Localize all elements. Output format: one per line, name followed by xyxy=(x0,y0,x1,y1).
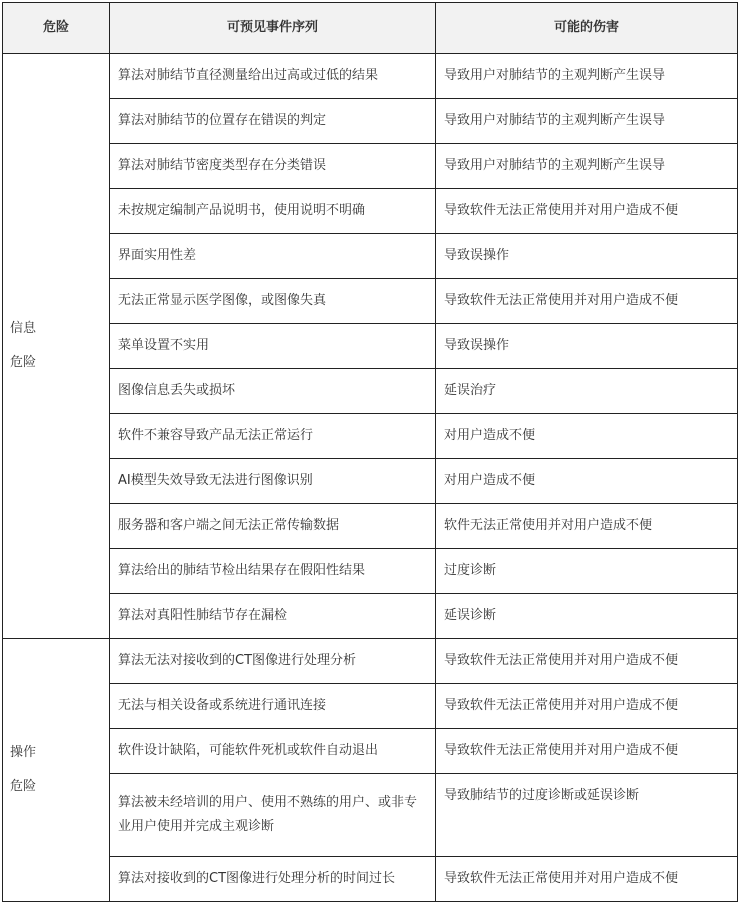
harm-cell: 导致用户对肺结节的主观判断产生误导 xyxy=(436,144,738,189)
table-row xyxy=(3,504,738,549)
harm-cell: 导致软件无法正常使用并对用户造成不便 xyxy=(436,684,738,729)
event-sequence-cell: 图像信息丢失或损坏 xyxy=(110,369,436,414)
table-row xyxy=(3,99,738,144)
harm-cell: 导致软件无法正常使用并对用户造成不便 xyxy=(436,857,738,902)
event-sequence-cell: 服务器和客户端之间无法正常传输数据 xyxy=(110,504,436,549)
table-row xyxy=(3,639,738,684)
harm-cell: 导致软件无法正常使用并对用户造成不便 xyxy=(436,279,738,324)
harm-cell: 导致误操作 xyxy=(436,324,738,369)
harm-cell: 延误诊断 xyxy=(436,594,738,639)
event-sequence-cell: 界面实用性差 xyxy=(110,234,436,279)
hazard-category-information xyxy=(3,54,110,639)
category-label: 危险 xyxy=(10,355,37,370)
table-row xyxy=(3,279,738,324)
harm-cell: 导致肺结节的过度诊断或延误诊断 xyxy=(436,774,738,857)
harm-cell: 对用户造成不便 xyxy=(436,414,738,459)
event-sequence-cell: 算法无法对接收到的CT图像进行处理分析 xyxy=(110,639,436,684)
event-sequence-cell: 无法正常显示医学图像，或图像失真 xyxy=(110,279,436,324)
event-sequence-cell: 无法与相关设备或系统进行通讯连接 xyxy=(110,684,436,729)
harm-cell: 导致软件无法正常使用并对用户造成不便 xyxy=(436,639,738,684)
event-sequence-cell: AI模型失效导致无法进行图像识别 xyxy=(110,459,436,504)
event-sequence-cell: 软件不兼容导致产品无法正常运行 xyxy=(110,414,436,459)
event-sequence-cell: 算法对肺结节直径测量给出过高或过低的结果 xyxy=(110,54,436,99)
harm-cell: 导致误操作 xyxy=(436,234,738,279)
table-header-row xyxy=(3,3,738,54)
harm-cell: 导致用户对肺结节的主观判断产生误导 xyxy=(436,99,738,144)
header-possible-harm: 可能的伤害 xyxy=(436,3,738,54)
event-sequence-cell: 算法对真阳性肺结节存在漏检 xyxy=(110,594,436,639)
harm-cell: 对用户造成不便 xyxy=(436,459,738,504)
category-label: 操作 xyxy=(10,745,37,760)
event-sequence-cell: 算法给出的肺结节检出结果存在假阳性结果 xyxy=(110,549,436,594)
table-row xyxy=(3,729,738,774)
table-row xyxy=(3,857,738,902)
hazard-table xyxy=(2,2,738,902)
event-sequence-cell: 菜单设置不实用 xyxy=(110,324,436,369)
table-row xyxy=(3,684,738,729)
table-row xyxy=(3,234,738,279)
hazard-category-operation xyxy=(3,639,110,902)
table-row xyxy=(3,189,738,234)
table-row xyxy=(3,324,738,369)
event-sequence-cell: 算法对肺结节的位置存在错误的判定 xyxy=(110,99,436,144)
table-row xyxy=(3,549,738,594)
harm-cell: 导致用户对肺结节的主观判断产生误导 xyxy=(436,54,738,99)
harm-cell: 导致软件无法正常使用并对用户造成不便 xyxy=(436,729,738,774)
table-row xyxy=(3,414,738,459)
table-row xyxy=(3,774,738,857)
table-row xyxy=(3,459,738,504)
table-row xyxy=(3,54,738,99)
harm-cell: 导致软件无法正常使用并对用户造成不便 xyxy=(436,189,738,234)
event-sequence-cell: 未按规定编制产品说明书，使用说明不明确 xyxy=(110,189,436,234)
category-label: 信息 xyxy=(10,321,37,336)
category-label: 危险 xyxy=(10,779,37,794)
header-event-sequence: 可预见事件序列 xyxy=(110,3,436,54)
header-hazard: 危险 xyxy=(3,3,110,54)
event-sequence-cell: 软件设计缺陷，可能软件死机或软件自动退出 xyxy=(110,729,436,774)
harm-cell: 延误治疗 xyxy=(436,369,738,414)
table-row xyxy=(3,594,738,639)
event-sequence-cell: 算法对接收到的CT图像进行处理分析的时间过长 xyxy=(110,857,436,902)
event-sequence-cell: 算法被未经培训的用户、使用不熟练的用户、或非专业用户使用并完成主观诊断 xyxy=(110,774,436,857)
table-row xyxy=(3,369,738,414)
harm-cell: 软件无法正常使用并对用户造成不便 xyxy=(436,504,738,549)
table-row xyxy=(3,144,738,189)
event-sequence-cell: 算法对肺结节密度类型存在分类错误 xyxy=(110,144,436,189)
harm-cell: 过度诊断 xyxy=(436,549,738,594)
